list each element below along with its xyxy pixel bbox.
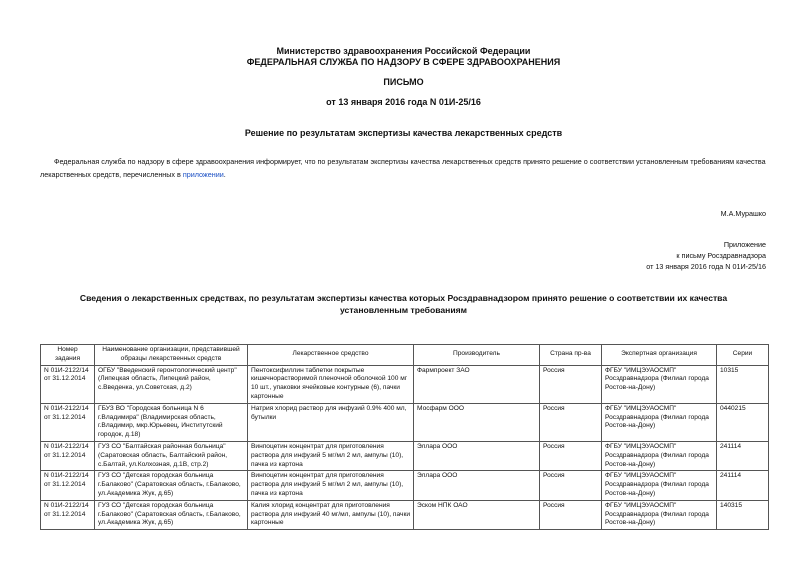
cell-expert-org: ФГБУ "ИМЦЭУАОСМП" Росздравнадзора (Филиал города Ростов-на-Дону): [602, 500, 717, 529]
appendix-line1: Приложение: [723, 240, 766, 249]
body-text: Федеральная служба по надзору в сфере здравоохранения информирует, что по результатам экспертизы качества лекарственных средств принято решение о соответствии установленным требованиям качества лекарственных средств, перечисленных в: [40, 157, 766, 179]
cell-task-number: N 01И-2122/14 от 31.12.2014: [41, 403, 95, 441]
cell-medicine: Винпоцетин концентрат для приготовления раствора для инфузий 5 мг/мл 2 мл, ампулы (10), пачка из картона: [248, 441, 414, 470]
cell-organization: ГБУЗ ВО "Городская больница N 6 г.Владимира" (Владимирская область, г.Владимир, мкр.Юрьевец, Институтский городок, д.18): [95, 403, 248, 441]
appendix-line3: от 13 января 2016 года N 01И-25/16: [646, 262, 766, 271]
cell-organization: ГУЗ СО "Балтайская районная больница" (Саратовская область, Балтайский район, с.Балтай, ул.Колхозная, д.1В, стр.2): [95, 441, 248, 470]
cell-series: 241114: [717, 441, 769, 470]
col-manufacturer: Производитель: [414, 345, 540, 366]
cell-series: 0440215: [717, 403, 769, 441]
col-expert-org: Экспертная организация: [602, 345, 717, 366]
appendix-link[interactable]: приложении: [182, 170, 224, 179]
table-row: [41, 365, 769, 403]
cell-medicine: Калия хлорид концентрат для приготовления раствора для инфузий 40 мг/мл, ампулы (10), пачки картонные: [248, 500, 414, 529]
cell-series: 140315: [717, 500, 769, 529]
table-row: [41, 403, 769, 441]
body-end: .: [223, 170, 226, 179]
cell-medicine: Пентоксифиллин таблетки покрытые кишечнорастворимой пленочной оболочкой 100 мг 10 шт., упаковки ячейковые контурные (6), пачки картонные: [248, 365, 414, 403]
appendix-line2: к письму Росздравнадзора: [676, 251, 766, 260]
cell-task-number: N 01И-2122/14 от 31.12.2014: [41, 441, 95, 470]
cell-manufacturer: Эллара ООО: [414, 471, 540, 500]
table-row: [41, 471, 769, 500]
cell-manufacturer: Эллара ООО: [414, 441, 540, 470]
col-task-number: Номер задания: [41, 345, 95, 366]
cell-series: 241114: [717, 471, 769, 500]
cell-medicine: Натрия хлорид раствор для инфузий 0.9% 400 мл, бутылки: [248, 403, 414, 441]
cell-expert-org: ФГБУ "ИМЦЭУАОСМП" Росздравнадзора (Филиал города Ростов-на-Дону): [602, 365, 717, 403]
cell-country: Россия: [540, 403, 602, 441]
table-header-row: [41, 345, 769, 366]
cell-manufacturer: Эском НПК ОАО: [414, 500, 540, 529]
cell-task-number: N 01И-2122/14 от 31.12.2014: [41, 365, 95, 403]
appendix-block: [646, 239, 766, 272]
cell-task-number: N 01И-2122/14 от 31.12.2014: [41, 471, 95, 500]
cell-expert-org: ФГБУ "ИМЦЭУАОСМП" Росздравнадзора (Филиал города Ростов-на-Дону): [602, 471, 717, 500]
cell-expert-org: ФГБУ "ИМЦЭУАОСМП" Росздравнадзора (Филиал города Ростов-на-Дону): [602, 441, 717, 470]
col-organization: Наименование организации, представившей образцы лекарственных средств: [95, 345, 248, 366]
cell-country: Россия: [540, 365, 602, 403]
cell-manufacturer: Фармпроект ЗАО: [414, 365, 540, 403]
cell-country: Россия: [540, 500, 602, 529]
ministry-name: Министерство здравоохранения Российской Федерации: [276, 46, 531, 56]
table-row: [41, 441, 769, 470]
service-name: ФЕДЕРАЛЬНАЯ СЛУЖБА ПО НАДЗОРУ В СФЕРЕ ЗДРАВООХРАНЕНИЯ: [246, 57, 561, 67]
col-medicine: Лекарственное средство: [248, 345, 414, 366]
medicines-table: [40, 344, 769, 530]
table-row: [41, 500, 769, 529]
cell-manufacturer: Мосфарм ООО: [414, 403, 540, 441]
table-title: Сведения о лекарственных средствах, по результатам экспертизы качества которых Росздравнадзором принято решение о соответствии их качества установленным требованиям: [79, 293, 728, 315]
cell-expert-org: ФГБУ "ИМЦЭУАОСМП" Росздравнадзора (Филиал города Ростов-на-Дону): [602, 403, 717, 441]
cell-series: 10315: [717, 365, 769, 403]
cell-medicine: Винпоцетин концентрат для приготовления раствора для инфузий 5 мг/мл 2 мл, ампулы (10), пачка из картона: [248, 471, 414, 500]
cell-task-number: N 01И-2122/14 от 31.12.2014: [41, 500, 95, 529]
col-country: Страна пр-ва: [540, 345, 602, 366]
cell-organization: ГУЗ СО "Детская городская больница г.Балаково" (Саратовская область, г.Балаково, ул.Академика Жук, д.65): [95, 471, 248, 500]
body-paragraph: [40, 155, 775, 181]
document-date-number: от 13 января 2016 года N 01И-25/16: [326, 97, 481, 107]
document-subject: Решение по результатам экспертизы качества лекарственных средств: [244, 128, 563, 138]
document-type: ПИСЬМО: [383, 77, 424, 87]
col-series: Серии: [717, 345, 769, 366]
cell-organization: ГУЗ СО "Детская городская больница г.Балаково" (Саратовская область, г.Балаково, ул.Академика Жук, д.65): [95, 500, 248, 529]
signature: М.А.Мурашко: [720, 209, 766, 218]
cell-country: Россия: [540, 441, 602, 470]
cell-country: Россия: [540, 471, 602, 500]
cell-organization: ОГБУ "Введенский геронтологический центр" (Липецкая область, Липецкий район, с.Введенка, ул.Советская, д.2): [95, 365, 248, 403]
